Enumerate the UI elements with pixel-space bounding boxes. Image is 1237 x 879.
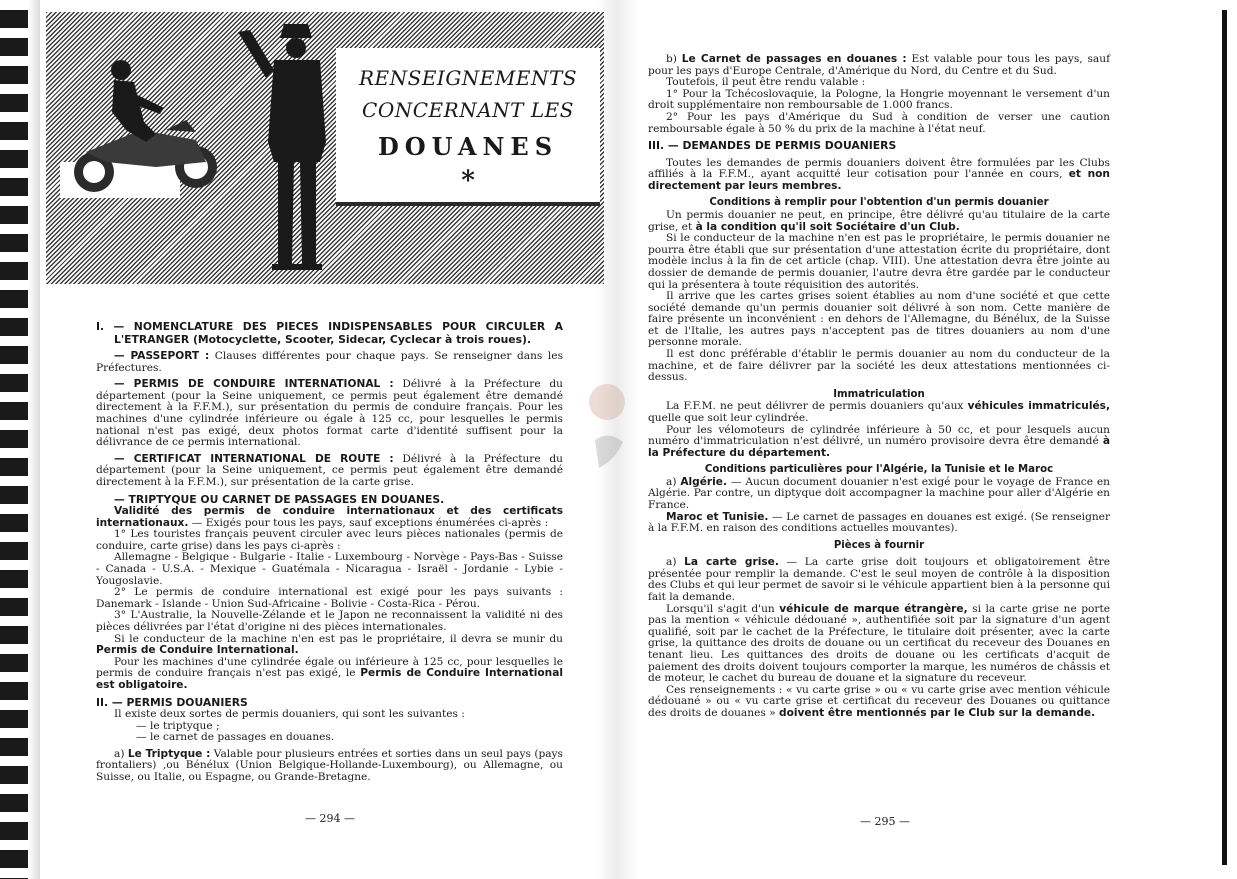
triptyque-prefix: a) <box>114 747 125 760</box>
maroc-text: — Le carnet de passages en douanes est exigé. (Se renseigner à la F.F.M. en raison des conditions actuelles mouvantes). <box>648 510 1111 535</box>
permis-paragraph <box>96 379 563 449</box>
conditions-paragraph-2: Si le conducteur de la machine n'en est pas le propriétaire, le permis douanier ne pourra être établi que sur présentation d'une attestation écrite du propriétaire, dont modèle inclus à la fin de cet article (chap. VIII). Une attestation devra être jointe au dossier de demande de permis douanier, l'autre devra être gardée par le conducteur qui la présentera à toute réquisition des autorités. <box>648 232 1110 291</box>
title-line-3: DOUANES <box>377 132 559 161</box>
validite-paragraph <box>96 506 563 529</box>
algerie-text: — Aucun document douanier n'est exigé pour le voyage de France en Algérie. Par contre, un diptyque doit accompagner la machine pour aller d'Algérie en France. <box>648 475 1110 511</box>
etr-text-2: si la carte grise ne porte pas la mention « véhicule dédouané », authentifiée soit par la signature d'un agent qualifié, soit par le cachet de la Préfecture, le titulaire doit présenter, avec la carte grise, la quittance des droits de douane ou un certificat du receveur des Douanes en tenant lieu. Les quittances des droits de douane ou les certificats d'acquit de paiement des droits doivent toujours comporter la marque, les numéros de châssis et de moteur, le cachet du bureau de douane et la signature du receveur. <box>648 602 1110 685</box>
carte-grise-text: — La carte grise doit toujours et obligatoirement être présentée pour remplir la demande. C'est le seul moyen de contrôle à la disposition des Clubs et qui leur permet de savoir si le véhicule appartient bien à la personne qui fait la demande. <box>648 556 1111 604</box>
permis-label: — PERMIS DE CONDUIRE INTERNATIONAL : <box>114 378 394 391</box>
left-page <box>40 0 598 879</box>
toutefois-paragraph: Toutefois, il peut être rendu valable : <box>666 76 866 89</box>
algerie-label: Algérie. <box>680 475 727 488</box>
immat-p1-tail: quelle que soit leur cylindrée. <box>648 411 809 424</box>
triptyque-paragraph <box>96 749 563 784</box>
point-4-paragraph <box>96 634 563 657</box>
header-illustration <box>46 12 604 284</box>
section-3-paragraph <box>648 158 1110 193</box>
section-3-title: III. — DEMANDES DE PERMIS DOUANIERS <box>648 139 897 153</box>
title-line-2: CONCERNANT LES <box>362 98 574 122</box>
immat-p2-bold: à la Préfecture du département. <box>648 435 1110 459</box>
point-5-paragraph <box>96 657 563 692</box>
title-line-1: RENSEIGNEMENTS <box>358 66 578 90</box>
motorcyclist-and-gendarme-illustration <box>46 12 346 284</box>
certificat-paragraph <box>96 454 563 489</box>
triptyque-text: Valable pour plusieurs entrées et sorties dans un seul pays (pays frontaliers) ,ou Bénélux (Union Belgique-Hollande-Luxembourg), ou Allemagne, ou Suisse, ou Italie, ou Espagne, ou Grande-Bretagne. <box>96 747 563 783</box>
library-stamp <box>585 380 633 480</box>
conditions-paragraph-4: Il est donc préférable d'établir le permis douanier au nom du conducteur de la machine, et de faire délivrer par la société les deux attestations mentionnées ci-dessus. <box>648 348 1110 384</box>
section-2-item-2: — le carnet de passages en douanes. <box>136 731 335 744</box>
carnet-paragraph <box>648 54 1110 77</box>
countries-list: Allemagne - Belgique - Bulgarie - Italie - Luxembourg - Norvège - Pays-Bas - Suisse - Canada - U.S.A. - Mexique - Guatémala - Nicaragua - Israël - Jordanie - Lybie - Yougoslavie. <box>96 551 563 587</box>
renseignements-paragraph <box>648 685 1110 720</box>
algerie-paragraph <box>648 477 1110 512</box>
toutefois-item-1: 1° Pour la Tchécoslovaquie, la Pologne, la Hongrie moyennant le versement d'un droit supplémentaire non remboursable de 1.000 francs. <box>648 87 1110 112</box>
maroc-paragraph <box>648 512 1110 535</box>
immat-p1-text: La F.F.M. ne peut délivrer de permis douaniers qu'aux <box>666 400 964 413</box>
conditions-paragraph-1 <box>648 210 1110 233</box>
page-number-right: — 295 — <box>860 815 910 828</box>
carte-grise-paragraph <box>648 557 1110 603</box>
immatriculation-heading: Immatriculation <box>833 388 925 400</box>
page-number-left: — 294 — <box>305 812 355 825</box>
certificat-text: Délivré à la Préfecture du département (pour la Seine uniquement, ce permis peut également être demandé directement à la F.F.M.), sur présentation de la carte grise. <box>96 452 563 488</box>
title-box <box>336 48 600 206</box>
conditions-paragraph-3: Il arrive que les cartes grises soient établies au nom d'une société et que cette société demande qu'un permis douanier soit délivré à son nom. Cette manière de faire présente un inconvénient : en dehors de l'Allemagne, du Bénélux, de la Suisse et de l'Italie, les autres pays n'acceptent pas de titres douaniers au nom d'une personne morale. <box>648 290 1110 349</box>
point-3-paragraph: 3° L'Australie, la Nouvelle-Zélande et le Japon ne reconnaissent la validité ni des pièces délivrées par l'état d'origine ni des pièces internationales. <box>96 609 563 633</box>
title-star: * <box>461 166 475 196</box>
validite-text: — Exigés pour tous les pays, sauf exceptions énumérées ci-après : <box>191 516 549 529</box>
permis-text: Délivré à la Préfecture du département (pour la Seine uniquement, ce permis peut également être demandé directement à la F.F.M.), sur présentation du permis de conduire français. Pour les machines d'une cylindrée inférieure ou égale à 125 cc, pour lesquelles le permis national n'est pas exigé, deux photos format carte d'identité suffisent pour la délivrance de ce permis international. <box>96 378 563 449</box>
right-page <box>638 0 1220 879</box>
triptyque-heading: — TRIPTYQUE OU CARNET DE PASSAGES EN DOUANES. <box>114 492 445 506</box>
etr-bold: véhicule de marque étrangère, <box>779 602 968 615</box>
immatriculation-paragraph-2 <box>648 425 1110 460</box>
page-edge-shadow <box>1222 10 1227 865</box>
point-2-paragraph: 2° Le permis de conduire international est exigé pour les pays suivants : Danemark - Islande - Union Sud-Africaine - Bolivie - Costa-Rica - Pérou. <box>96 586 563 610</box>
immat-p1-bold: véhicules immatriculés, <box>967 400 1110 413</box>
left-text-column <box>96 321 563 784</box>
certificat-label: — CERTIFICAT INTERNATIONAL DE ROUTE : <box>114 452 394 465</box>
carnet-prefix: b) <box>666 53 677 65</box>
validite-label: Validité des permis de conduire internationaux et des certificats internationaux. <box>96 505 563 529</box>
point-5-bold: Permis de Conduire International est obligatoire. <box>96 667 563 691</box>
carnet-label: Le Carnet de passages en douanes : <box>681 53 907 65</box>
conditions-p1-text: Un permis douanier ne peut, en principe, être délivré qu'au titulaire de la carte grise, et <box>648 208 1110 233</box>
immatriculation-paragraph-1 <box>648 401 1110 424</box>
section-1-title: I. — NOMENCLATURE DES PIECES INDISPENSABLES POUR CIRCULER A L'ETRANGER (Motocyclette, Scooter, Sidecar, Cyclecar à trois roues). <box>96 320 563 346</box>
conditions-p1-bold: à la condition qu'il soit Sociétaire d'un Club. <box>695 220 960 233</box>
carte-grise-prefix: a) <box>666 556 677 569</box>
section-3-bold: et non directement par leurs membres. <box>648 168 1110 192</box>
point-4-text: Si le conducteur de la machine n'en est pas le propriétaire, il devra se munir du <box>114 632 563 645</box>
marque-etrangere-paragraph <box>648 604 1110 685</box>
algerie-prefix: a) <box>666 475 677 488</box>
section-3-text: Toutes les demandes de permis douaniers doivent être formulées par les Clubs affiliés à la F.F.M., ayant acquitté leur cotisation pour l'année en cours, <box>648 156 1110 181</box>
maroc-label: Maroc et Tunisie. <box>666 510 769 523</box>
toutefois-item-2: 2° Pour les pays d'Amérique du Sud à condition de verser une caution remboursable égale à 50 % du prix de la machine à l'état neuf. <box>648 110 1110 135</box>
immat-p2-text: Pour les vélomoteurs de cylindrée inférieure à 50 cc, et pour lesquels aucun numéro d'immatriculation n'est délivré, un numéro provisoire devra être demandé <box>648 423 1110 448</box>
conditions-heading: Conditions à remplir pour l'obtention d'un permis douanier <box>709 197 1049 209</box>
pieces-heading: Pièces à fournir <box>833 539 925 551</box>
point-4-bold: Permis de Conduire International. <box>96 644 299 657</box>
ces-text: Ces renseignements : « vu carte grise » ou « vu carte grise avec mention véhicule dédouané » ou « vu carte grise et certificat du receveur des Douanes ou quittance des droits de douanes » <box>648 683 1110 719</box>
carnet-text: Est valable pour tous les pays, sauf pour les pays d'Europe Centrale, d'Amérique du Nord, du Centre et du Sud. <box>648 53 1110 77</box>
section-2-title: II. — PERMIS DOUANIERS <box>96 695 248 709</box>
passeport-text: Clauses différentes pour chaque pays. Se renseigner dans les Préfectures. <box>96 350 564 374</box>
point-1-paragraph: 1° Les touristes français peuvent circuler avec leurs pièces nationales (permis de conduire, carte grise) dans les pays ci-après : <box>96 528 563 552</box>
passeport-paragraph <box>96 351 563 374</box>
passeport-label: — PASSEPORT : <box>114 350 210 362</box>
etr-text-1: Lorsqu'il s'agit d'un <box>666 602 775 615</box>
right-text-column <box>648 54 1110 720</box>
ces-bold: doivent être mentionnés par le Club sur la demande. <box>779 707 1096 719</box>
section-2-item-1: — le triptyque ; <box>136 719 220 732</box>
carte-grise-label: La carte grise. <box>684 556 779 569</box>
conditions-particulieres-heading: Conditions particulières pour l'Algérie, la Tunisie et le Maroc <box>704 464 1054 476</box>
point-5-text: Pour les machines d'une cylindrée égale ou inférieure à 125 cc, pour lesquelles le permis de conduire français n'est pas exigé, le <box>96 655 563 680</box>
binding-strip <box>0 0 40 879</box>
section-2-intro: Il existe deux sortes de permis douaniers, qui sont les suivantes : <box>114 708 465 721</box>
triptyque-label: Le Triptyque : <box>127 747 211 760</box>
